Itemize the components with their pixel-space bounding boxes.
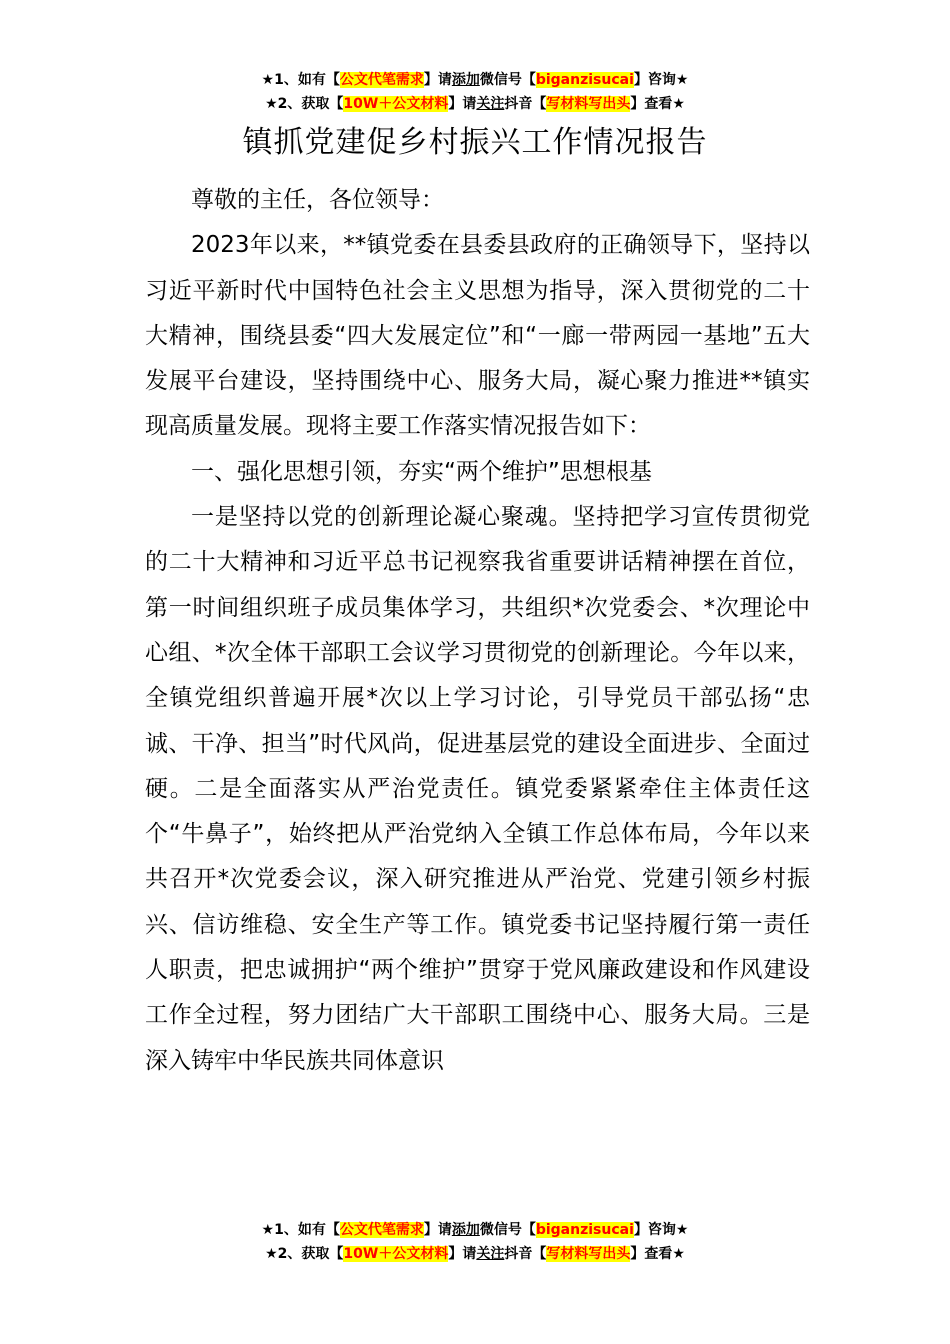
promo-highlight: 写材料写出头 xyxy=(546,96,631,112)
promo-text: 微信号【 xyxy=(479,1222,536,1238)
promo-text: 】请 xyxy=(423,1222,452,1238)
promo-underline: 关注 xyxy=(476,96,505,112)
promo-underline: 关注 xyxy=(476,1246,505,1262)
promo-text: 】查看★ xyxy=(630,96,685,112)
promo-text: 】咨询★ xyxy=(633,72,689,88)
promo-line-1 xyxy=(0,68,950,92)
promo-text: 抖音【 xyxy=(504,1246,547,1262)
header-promo-banner xyxy=(0,68,950,116)
promo-highlight: 10W＋公文材料 xyxy=(343,1246,449,1262)
promo-highlight: 公文代笔需求 xyxy=(339,72,424,88)
promo-line-2 xyxy=(0,1242,950,1266)
promo-highlight: 公文代笔需求 xyxy=(339,1222,424,1238)
promo-underline: 添加 xyxy=(451,1222,480,1238)
promo-text: ★1、如有【 xyxy=(261,1222,340,1238)
promo-line-2 xyxy=(0,92,950,116)
promo-text: 】请 xyxy=(448,96,477,112)
promo-highlight: biganzisucai xyxy=(535,1222,634,1238)
promo-text: 】查看★ xyxy=(630,1246,685,1262)
document-title: 镇抓党建促乡村振兴工作情况报告 xyxy=(242,125,708,160)
promo-highlight: biganzisucai xyxy=(535,72,634,88)
promo-text: 】请 xyxy=(448,1246,477,1262)
promo-text: ★2、获取【 xyxy=(265,1246,344,1262)
promo-text: 】请 xyxy=(423,72,452,88)
section-heading: 一、强化思想引领，夯实“两个维护”思想根基 xyxy=(191,458,652,485)
promo-text: 】咨询★ xyxy=(633,1222,689,1238)
promo-text: ★1、如有【 xyxy=(261,72,340,88)
promo-text: 抖音【 xyxy=(504,96,547,112)
promo-underline: 添加 xyxy=(451,72,480,88)
body-paragraph: 2023年以来，**镇党委在县委县政府的正确领导下，坚持以习近平新时代中国特色社会主义思想为指导，深入贯彻党的二十大精神，围绕县委“四大发展定位”和“一廊一带两园一基地”五大发展平台建设，坚持围绕中心、服务大局，凝心聚力推进**镇实现高质量发展。现将主要工作落实情况报告如下： xyxy=(145,232,810,440)
promo-text: 微信号【 xyxy=(479,72,536,88)
document-body xyxy=(145,178,810,1084)
footer-promo-banner xyxy=(0,1218,950,1266)
promo-text: ★2、获取【 xyxy=(265,96,344,112)
body-paragraph: 一是坚持以党的创新理论凝心聚魂。坚持把学习宣传贯彻党的二十大精神和习近平总书记视察我省重要讲话精神摆在首位，第一时间组织班子成员集体学习，共组织*次党委会、*次理论中心组、*次全体干部职工会议学习贯彻党的创新理论。今年以来，全镇党组织普遍开展*次以上学习讨论，引导党员干部弘扬“忠诚、干净、担当”时代风尚，促进基层党的建设全面进步、全面过硬。二是全面落实从严治党责任。镇党委紧紧牵住主体责任这个“牛鼻子”，始终把从严治党纳入全镇工作总体布局，今年以来共召开*次党委会议，深入研究推进从严治党、党建引领乡村振兴、信访维稳、安全生产等工作。镇党委书记坚持履行第一责任人职责，把忠诚拥护“两个维护”贯穿于党风廉政建设和作风建设工作全过程，努力团结广大干部职工围绕中心、服务大局。三是深入铸牢中华民族共同体意识 xyxy=(145,504,810,1074)
promo-line-1 xyxy=(0,1218,950,1242)
salutation: 尊敬的主任，各位领导： xyxy=(191,187,444,213)
promo-highlight: 10W＋公文材料 xyxy=(343,96,449,112)
promo-highlight: 写材料写出头 xyxy=(546,1246,631,1262)
